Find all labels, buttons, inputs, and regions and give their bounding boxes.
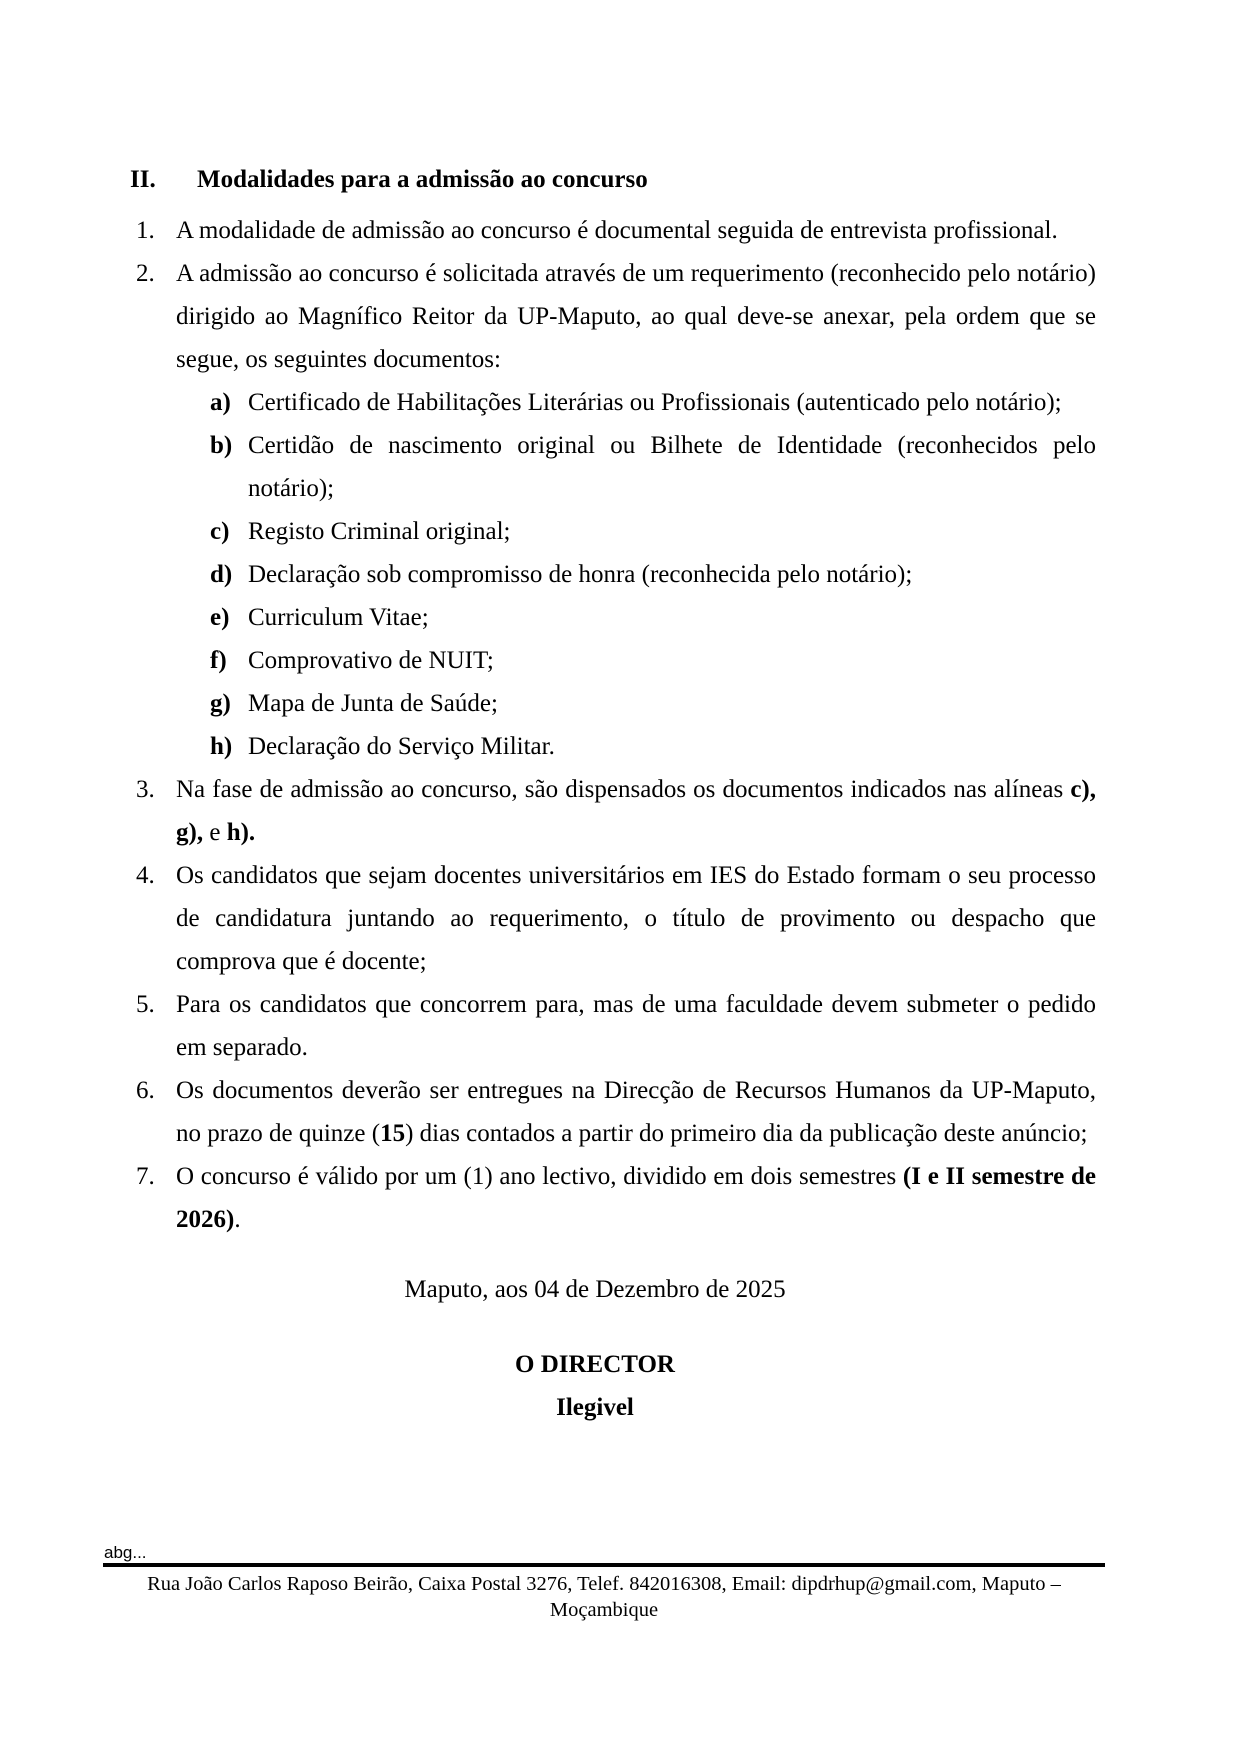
list-item-2-text: A admissão ao concurso é solicitada através de um requerimento (reconhecido pelo notário) dirigido ao Magnífico Reitor da UP-Maputo, ao qual deve-se anexar, pela ordem que se segue, os seguintes documentos: (176, 260, 1096, 373)
section-heading (130, 158, 1240, 201)
list-item-6-number: 6. (136, 1077, 155, 1104)
list-item-2 (136, 252, 1096, 381)
signature-name: Ilegivel (556, 1394, 634, 1421)
list-item-7-number: 7. (136, 1163, 155, 1190)
sub-item-h-label: h) (210, 733, 233, 760)
sub-item-d-label: d) (210, 561, 233, 588)
list-item-4-text: Os candidatos que sejam docentes universitários em IES do Estado formam o seu processo de candidatura juntando ao requerimento, o título de provimento ou despacho que comprova que é docente; (176, 862, 1096, 975)
list-item-1-number: 1. (136, 217, 155, 244)
sub-item-g-label: g) (210, 690, 231, 717)
document-content (0, 158, 1240, 1429)
sub-item-e-label: e) (210, 604, 230, 631)
sub-item-e (210, 596, 1096, 639)
sub-item-b (210, 424, 1096, 510)
footer-note: abg... (104, 1543, 147, 1562)
sub-item-e-text: Curriculum Vitae; (248, 604, 429, 631)
sub-item-d (210, 553, 1096, 596)
list-item-1-text: A modalidade de admissão ao concurso é documental seguida de entrevista profissional. (176, 217, 1058, 244)
date-line: Maputo, aos 04 de Dezembro de 2025 (404, 1276, 786, 1303)
list-item-6 (136, 1069, 1096, 1155)
section-heading-number: II. (130, 166, 156, 193)
sub-item-a-label: a) (210, 389, 231, 416)
sub-item-c-text: Registo Criminal original; (248, 518, 511, 545)
list-item-3-number: 3. (136, 776, 155, 803)
sub-item-b-text: Certidão de nascimento original ou Bilhete de Identidade (reconhecidos pelo notário); (248, 432, 1096, 502)
list-item-2-number: 2. (136, 260, 155, 287)
list-item-5-number: 5. (136, 991, 155, 1018)
sub-item-f-label: f) (210, 647, 227, 674)
sub-item-b-label: b) (210, 432, 233, 459)
list-item-7-text: O concurso é válido por um (1) ano lectivo, dividido em dois semestres (I e II semestre de 2026). (176, 1163, 1096, 1233)
footer-rule (103, 1563, 1105, 1567)
list-item-4-number: 4. (136, 862, 155, 889)
footer-address: Rua João Carlos Raposo Beirão, Caixa Postal 3276, Telef. 842016308, Email: dipdrhup@gmail.com, Maputo – Moçambique (147, 1573, 1061, 1621)
list-item-1 (136, 209, 1096, 252)
sub-item-d-text: Declaração sob compromisso de honra (reconhecida pelo notário); (248, 561, 913, 588)
sub-item-a-text: Certificado de Habilitações Literárias ou Profissionais (autenticado pelo notário); (248, 389, 1062, 416)
sub-item-f (210, 639, 1096, 682)
list-item-7 (136, 1155, 1096, 1241)
list-item-6-text: Os documentos deverão ser entregues na Direcção de Recursos Humanos da UP-Maputo, no prazo de quinze (15) dias contados a partir do primeiro dia da publicação deste anúncio; (176, 1077, 1096, 1147)
sub-item-c (210, 510, 1096, 553)
sub-item-c-label: c) (210, 518, 230, 545)
sub-item-h-text: Declaração do Serviço Militar. (248, 733, 555, 760)
list-item-5-text: Para os candidatos que concorrem para, mas de uma faculdade devem submeter o pedido em separado. (176, 991, 1096, 1061)
list-item-3-text: Na fase de admissão ao concurso, são dispensados os documentos indicados nas alíneas c), g), e h). (176, 776, 1096, 846)
section-heading-title: Modalidades para a admissão ao concurso (197, 166, 648, 193)
list-item-5 (136, 983, 1096, 1069)
list-item-4 (136, 854, 1096, 983)
signature-block (0, 1343, 1190, 1429)
signature-title: O DIRECTOR (515, 1351, 675, 1378)
sub-item-a (210, 381, 1096, 424)
list-item-3 (136, 768, 1096, 854)
sub-item-g-text: Mapa de Junta de Saúde; (248, 690, 498, 717)
sub-item-g (210, 682, 1096, 725)
sub-item-h (210, 725, 1096, 768)
sub-item-f-text: Comprovativo de NUIT; (248, 647, 494, 674)
